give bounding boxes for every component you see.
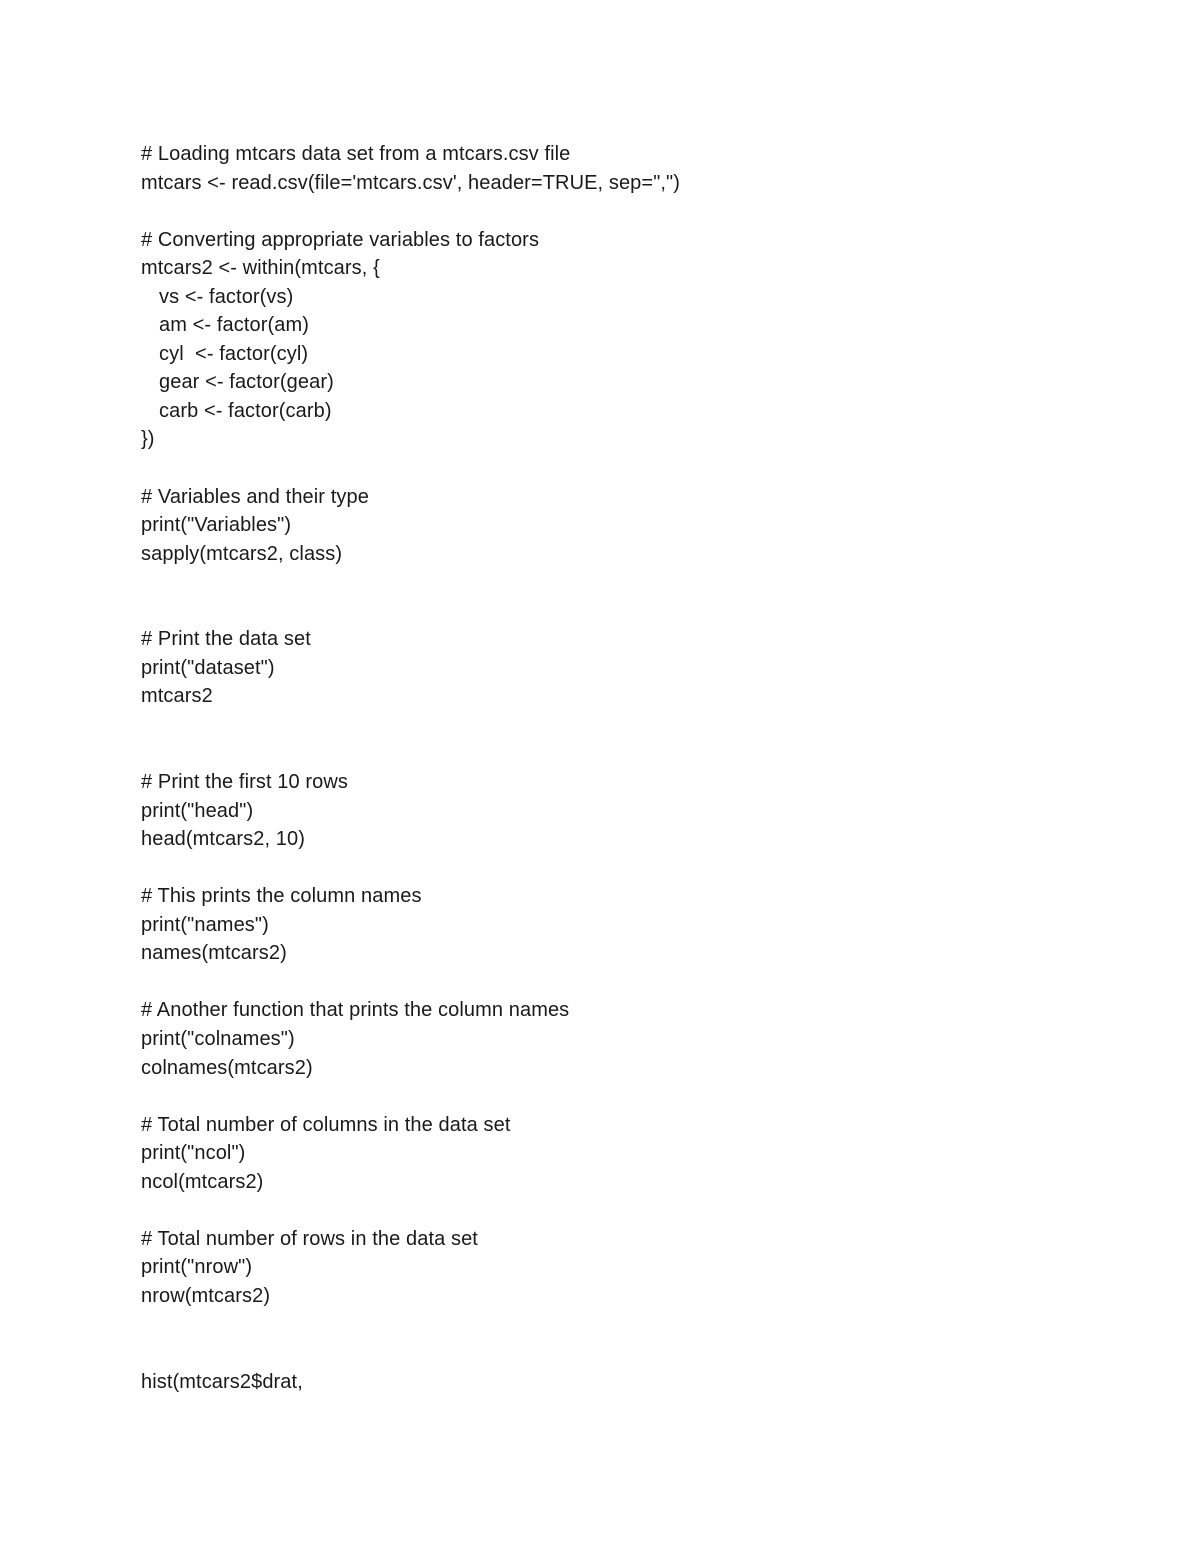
code-line: print("head") — [141, 799, 254, 822]
code-line: nrow(mtcars2) — [141, 1284, 271, 1307]
blank-line — [141, 568, 680, 597]
blank-line — [141, 739, 680, 768]
code-line: print("Variables") — [141, 514, 292, 537]
code-line: print("ncol") — [141, 1142, 246, 1165]
code-line: carb <- factor(carb) — [159, 399, 332, 422]
comment-line: # Another function that prints the column names — [141, 999, 570, 1022]
comment-line: # Print the first 10 rows — [141, 771, 349, 794]
code-line: vs <- factor(vs) — [159, 285, 294, 308]
code-line: hist(mtcars2$drat, — [141, 1370, 303, 1393]
blank-line — [141, 968, 680, 997]
code-line: }) — [141, 428, 155, 451]
blank-line — [141, 197, 680, 226]
code-line: sapply(mtcars2, class) — [141, 542, 343, 565]
code-line: am <- factor(am) — [159, 314, 309, 337]
blank-line — [141, 597, 680, 626]
comment-line: # Print the data set — [141, 628, 311, 651]
comment-line: # This prints the column names — [141, 885, 422, 908]
code-line: print("dataset") — [141, 656, 275, 679]
blank-line — [141, 854, 680, 883]
code-block — [141, 140, 680, 1396]
code-line: mtcars2 <- within(mtcars, { — [141, 257, 380, 280]
blank-line — [141, 711, 680, 740]
code-line: mtcars2 — [141, 685, 213, 708]
comment-line: # Variables and their type — [141, 485, 369, 508]
code-line: print("nrow") — [141, 1256, 253, 1279]
comment-line: # Loading mtcars data set from a mtcars.csv file — [141, 143, 571, 165]
code-line: gear <- factor(gear) — [159, 371, 334, 394]
comment-line: # Total number of columns in the data set — [141, 1113, 511, 1136]
code-line: head(mtcars2, 10) — [141, 828, 305, 851]
blank-line — [141, 1339, 680, 1368]
blank-line — [141, 1196, 680, 1225]
code-line: cyl <- factor(cyl) — [159, 342, 309, 365]
code-line: names(mtcars2) — [141, 942, 287, 965]
code-line: print("names") — [141, 913, 269, 936]
code-line: ncol(mtcars2) — [141, 1170, 264, 1193]
blank-line — [141, 1082, 680, 1111]
blank-line — [141, 1310, 680, 1339]
code-line: colnames(mtcars2) — [141, 1056, 313, 1079]
blank-line — [141, 454, 680, 483]
code-line: print("colnames") — [141, 1027, 295, 1050]
code-line: mtcars <- read.csv(file='mtcars.csv', header=TRUE, sep=",") — [141, 171, 681, 194]
comment-line: # Total number of rows in the data set — [141, 1227, 478, 1250]
comment-line: # Converting appropriate variables to factors — [141, 228, 540, 251]
